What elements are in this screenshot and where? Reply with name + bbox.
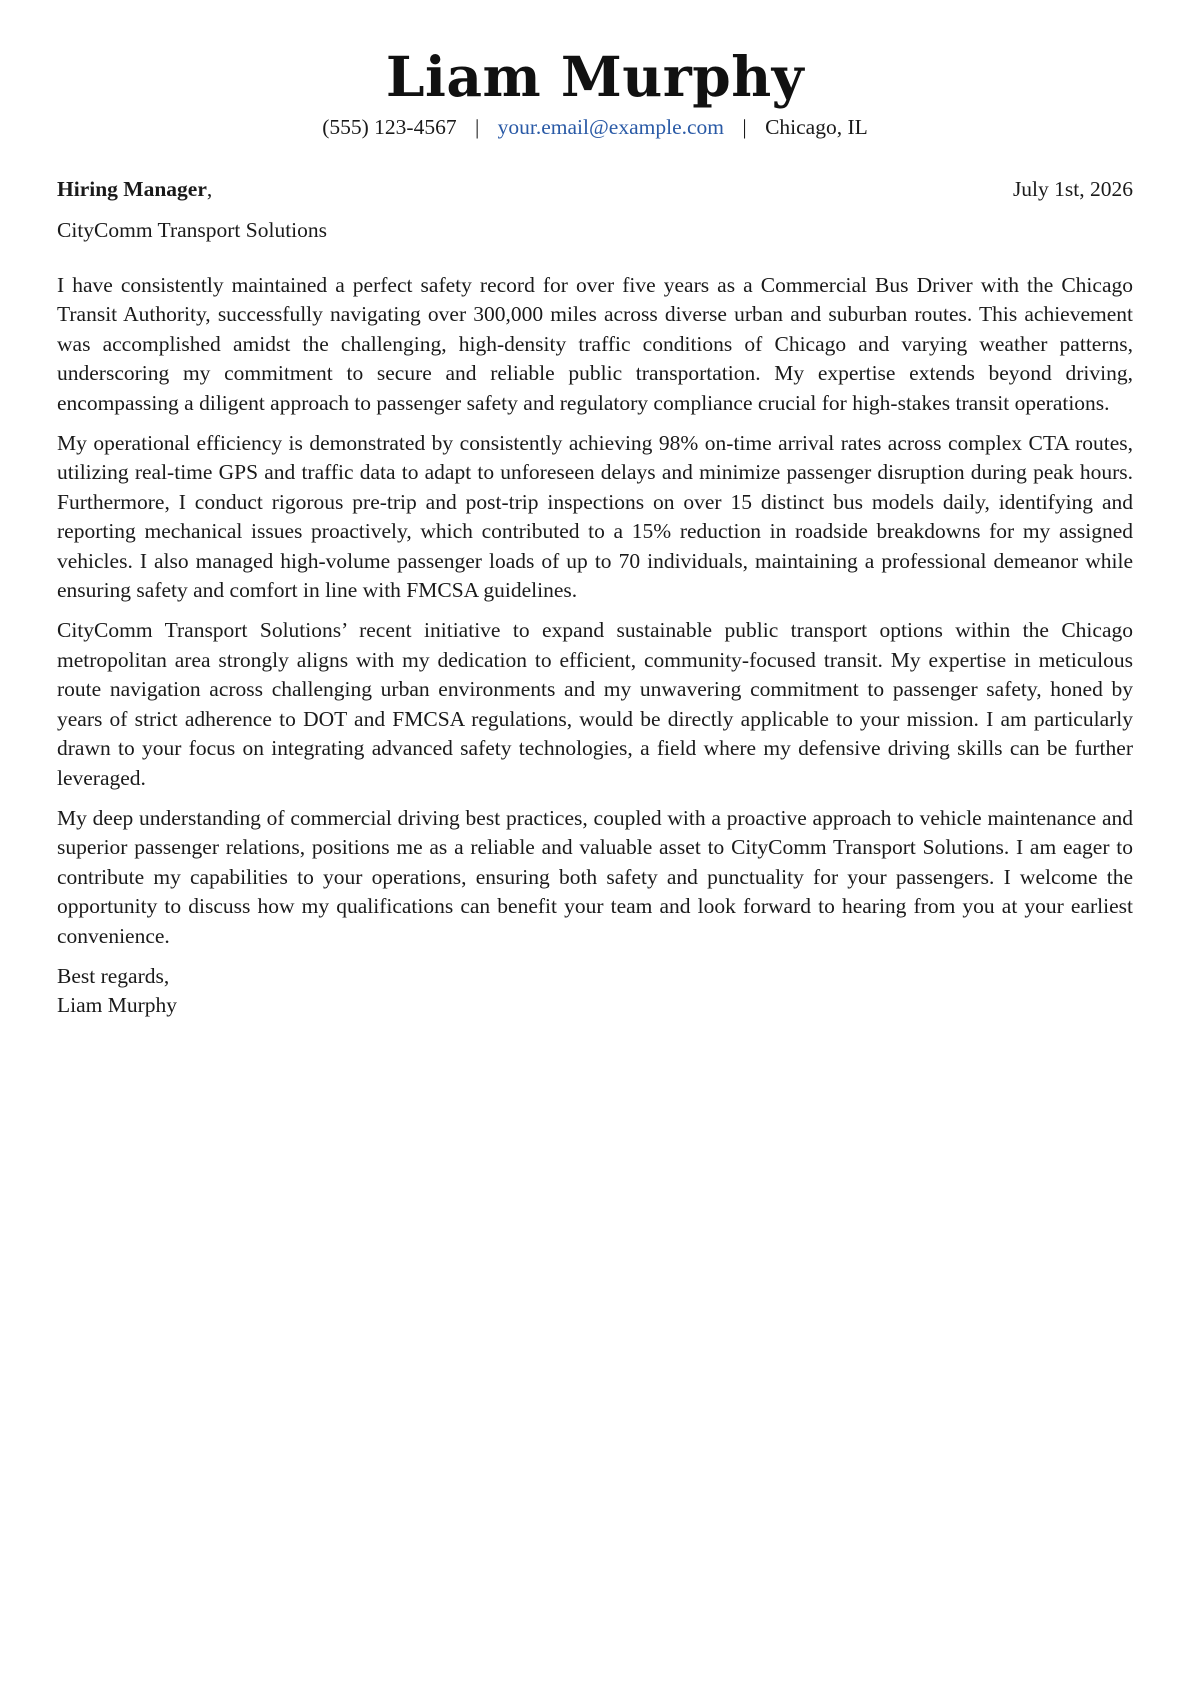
body-paragraph: My operational efficiency is demonstrated by consistently achieving 98% on-time arrival rates across complex CTA routes, utilizing real-time GPS and traffic data to adapt to unforeseen delays and minimize passenger disruption during peak hours. Furthermore, I conduct rigorous pre-trip and post-trip inspections on over 15 distinct bus models daily, identifying and reporting mechanical issues proactively, which contributed to a 15% reduction in roadside breakdowns for my assigned vehicles. I also managed high-volume passenger loads of up to 70 individuals, maintaining a professional demeanor while ensuring safety and comfort in line with FMCSA guidelines. [57,431,1133,603]
recipient-row [57,174,1133,204]
salutation-suffix: , [206,177,213,201]
contact-separator: | [742,115,747,139]
phone-number: (555) 123-4567 [322,115,457,139]
contact-line [57,112,1133,142]
signature: Liam Murphy [57,993,178,1018]
body-paragraph: My deep understanding of commercial driving best practices, coupled with a proactive approach to vehicle maintenance and superior passenger relations, positions me as a reliable and valuable asset to CityComm Transport Solutions. I am eager to contribute my capabilities to your operations, ensuring both safety and punctuality for your passengers. I welcome the opportunity to discuss how my qualifications can benefit your team and look forward to hearing from you at your earliest convenience. [57,805,1133,948]
email-link[interactable]: your.email@example.com [497,115,725,139]
body-paragraph: CityComm Transport Solutions’ recent initiative to expand sustainable public transport options within the Chicago metropolitan area strongly aligns with my dedication to efficient, community-focused transit. My expertise in meticulous route navigation across challenging urban environments and my unwavering commitment to passenger safety, honed by years of strict adherence to DOT and FMCSA regulations, would be directly applicable to your mission. I am particularly drawn to your focus on integrating advanced safety technologies, a field where my defensive driving skills can be further leveraged. [57,618,1133,790]
salutation [57,174,212,204]
location: Chicago, IL [765,115,868,139]
body-paragraph: I have consistently maintained a perfect safety record for over five years as a Commercial Bus Driver with the Chicago Transit Authority, successfully navigating over 300,000 miles across diverse urban and suburban routes. This achievement was accomplished amidst the challenging, high-density traffic conditions of Chicago and varying weather patterns, underscoring my commitment to secure and reliable public transportation. My expertise extends beyond driving, encompassing a diligent approach to passenger safety and regulatory compliance crucial for high-stakes transit operations. [57,273,1133,415]
salutation-name: Hiring Manager [57,177,207,201]
letter-date: July 1st, 2026 [1012,177,1133,201]
valediction: Best regards, [57,963,170,988]
contact-separator: | [474,115,480,139]
closing-block [57,962,1133,1021]
letter-body [57,271,1133,951]
applicant-name: Liam Murphy [385,44,805,109]
recipient-company: CityComm Transport Solutions [57,218,328,242]
